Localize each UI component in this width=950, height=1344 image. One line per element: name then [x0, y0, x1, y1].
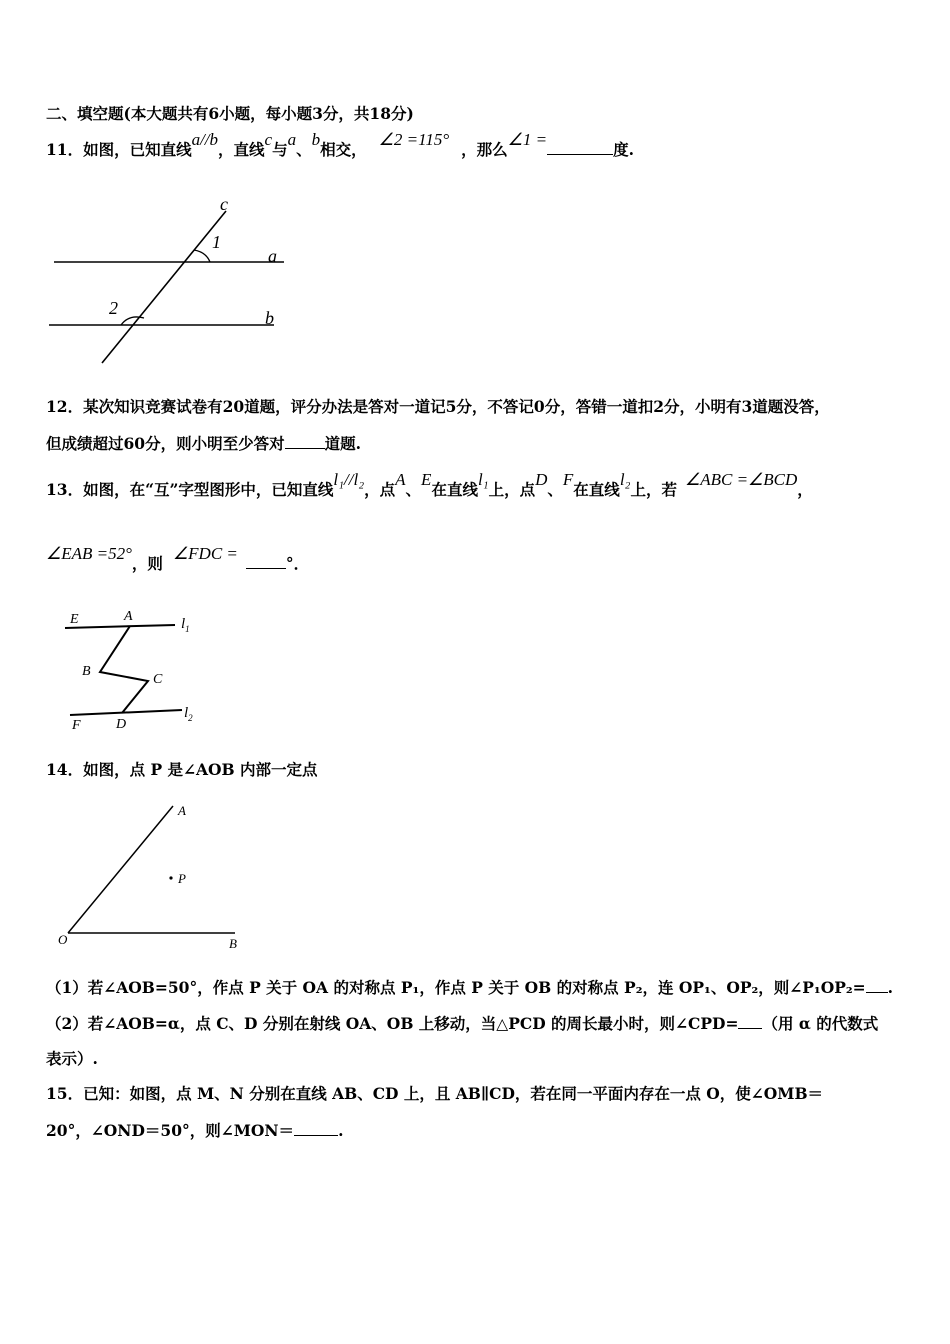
label-a: a	[268, 246, 277, 266]
ray-oa	[68, 806, 173, 933]
q13-figure	[60, 605, 210, 733]
label-a: A	[178, 803, 186, 818]
line-l2	[70, 710, 182, 715]
q13-l1-parallel-l2: l₁//l₂	[333, 470, 365, 489]
q11-number: 11．如图，已知直线	[46, 140, 192, 159]
zigzag-abcd	[100, 626, 148, 713]
q13-angle-eab: ∠EAB =52°	[46, 544, 132, 563]
question-15-line2	[46, 1119, 343, 1141]
q13-text: ，则	[131, 554, 163, 573]
label-l1	[181, 616, 190, 634]
q13-text: 在直线	[573, 480, 620, 499]
question-14-part2-cont: 表示）.	[46, 1049, 98, 1068]
q11-text: 度.	[613, 140, 635, 159]
question-13-line2	[46, 544, 310, 574]
label-l2-main: l	[184, 705, 189, 721]
q12-answer-blank[interactable]	[285, 434, 325, 449]
q11-line-a: a	[287, 130, 297, 149]
q12-text: 但成绩超过60分，则小明至少答对	[46, 434, 285, 453]
q13-text: °．	[285, 554, 310, 573]
q11-angle1: ∠1 =	[507, 130, 548, 149]
q13-point-e: E	[421, 470, 432, 489]
q11-figure	[44, 190, 289, 370]
q14-part2-blank[interactable]	[738, 1014, 762, 1029]
q13-line-l2: l₂	[619, 470, 631, 489]
q14-part2-text: （用 α 的代数式	[762, 1014, 879, 1033]
q11-text: ，直线	[218, 140, 265, 159]
q11-text: ，那么	[461, 140, 508, 159]
question-11-text	[46, 130, 635, 160]
angle-2-arc	[121, 317, 144, 325]
q13-text: 上，点	[488, 480, 536, 499]
angle-1-arc	[194, 250, 210, 262]
label-d: D	[116, 717, 127, 732]
q15-text: 20°，∠OND＝50°，则∠MON＝	[46, 1121, 295, 1140]
label-l1-sub: 1	[185, 624, 190, 634]
q14-figure	[55, 800, 245, 950]
label-1: 1	[212, 232, 221, 252]
question-12-line2	[46, 432, 361, 454]
label-l2	[184, 705, 193, 723]
q11-line-b: b	[311, 130, 321, 149]
q13-text: 上，若	[630, 480, 677, 499]
q11-angle2: ∠2 =115°	[378, 130, 450, 149]
q11-answer-blank[interactable]	[547, 140, 613, 155]
q15-text: .	[338, 1121, 344, 1140]
q13-answer-blank[interactable]	[246, 554, 286, 569]
label-o: O	[58, 932, 68, 947]
question-14-part1	[46, 976, 893, 998]
question-15-line1: 15．已知：如图，点 M、N 分别在直线 AB、CD 上，且 AB∥CD，若在同一平面内存在一点 O，使∠OMB＝	[46, 1084, 824, 1103]
q11-text: 、	[296, 140, 312, 159]
label-b: B	[82, 664, 91, 679]
q13-text: 、	[405, 480, 422, 499]
label-f: F	[72, 718, 81, 733]
q15-answer-blank[interactable]	[294, 1121, 338, 1136]
label-b: b	[265, 308, 274, 328]
line-c	[102, 211, 226, 363]
q13-text: ，	[797, 480, 813, 499]
q13-angle-fdc: ∠FDC =	[172, 544, 238, 563]
q13-point-a: A	[395, 470, 406, 489]
q13-line-l1: l₁	[477, 470, 489, 489]
label-c: C	[153, 672, 163, 687]
q13-number: 13．如图，在“互”字型图形中，已知直线	[46, 480, 334, 499]
point-p	[169, 876, 172, 879]
q11-parallel-ab: a//b	[191, 130, 219, 149]
question-12-line1: 12．某次知识竞赛试卷有20道题，评分办法是答对一道记5分，不答记0分，答错一道扣2分，小明有3道题没答，	[46, 397, 830, 416]
q12-text: 道题.	[324, 434, 361, 453]
label-b: B	[229, 936, 237, 951]
section-title: 二、填空题(本大题共有6小题，每小题3分，共18分)	[46, 104, 414, 123]
q11-text: 与	[272, 140, 288, 159]
label-2: 2	[109, 298, 118, 318]
q13-text: ，点	[364, 480, 396, 499]
q14-text: .	[887, 978, 894, 997]
label-e: E	[70, 612, 79, 627]
q11-line-c: c	[264, 130, 273, 149]
q13-angle-abc: ∠ABC =∠BCD	[684, 470, 798, 489]
label-p: P	[178, 871, 186, 886]
question-13-line1	[46, 470, 813, 500]
q13-text: 在直线	[431, 480, 478, 499]
q14-part1-text: （1）若∠AOB=50°，作点 P 关于 OA 的对称点 P₁，作点 P 关于 OB 的对称点 P₂，连 OP₁、OP₂，则∠P₁OP₂=	[46, 978, 866, 997]
q14-part1-blank[interactable]	[866, 978, 888, 993]
label-l1-main: l	[181, 616, 186, 632]
label-a: A	[124, 609, 133, 624]
q13-point-d: D	[535, 470, 548, 489]
line-l1	[65, 625, 175, 628]
q14-part2-text: （2）若∠AOB=α，点 C、D 分别在射线 OA、OB 上移动，当△PCD 的周长最小时，则∠CPD=	[46, 1014, 739, 1033]
question-14-stem: 14．如图，点 P 是∠AOB 内部一定点	[46, 760, 318, 779]
q11-text: 相交，	[320, 140, 367, 159]
q13-point-f: F	[562, 470, 574, 489]
label-c: c	[220, 194, 228, 214]
question-14-part2	[46, 1012, 878, 1034]
q13-text: 、	[547, 480, 563, 499]
label-l2-sub: 2	[188, 713, 193, 723]
